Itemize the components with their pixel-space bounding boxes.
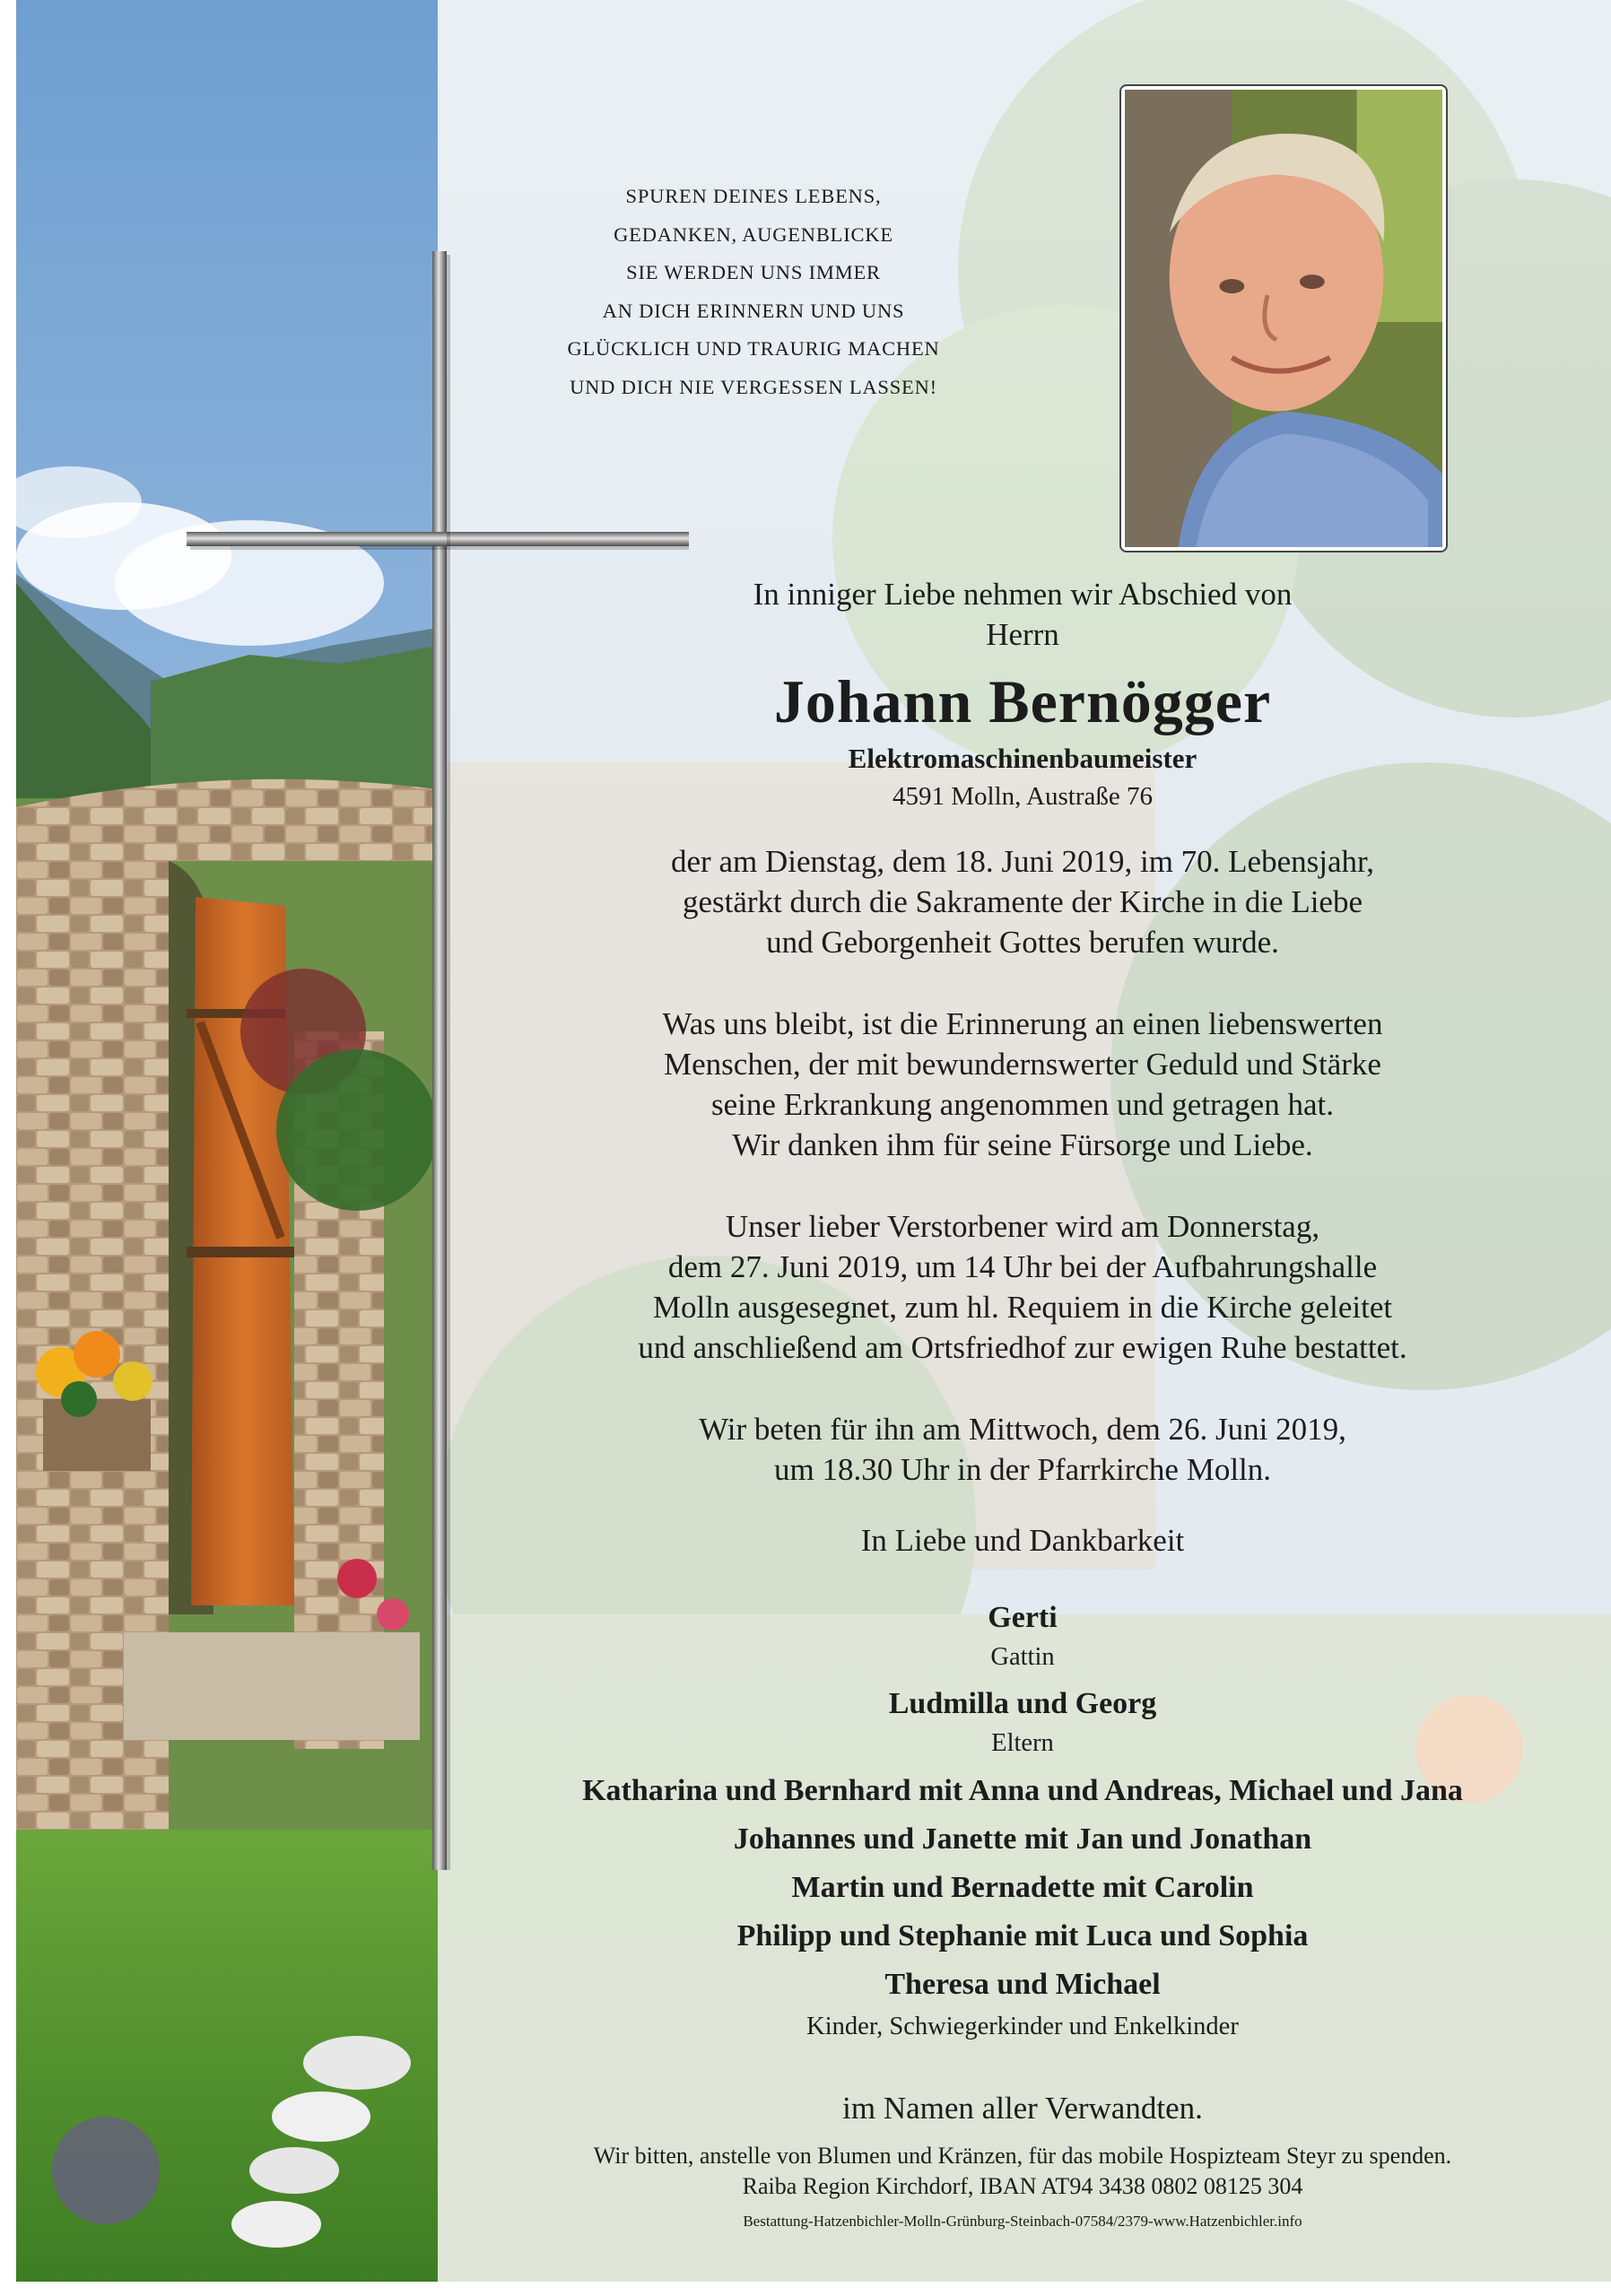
children-role: Kinder, Schwiegerkinder und Enkelkinder	[806, 2013, 1239, 2040]
funeral-line: Unser lieber Verstorbener wird am Donnerstag,	[725, 1209, 1320, 1244]
poem-line: SIE WERDEN UNS IMMER	[626, 261, 881, 283]
child-family-line: Theresa und Michael	[884, 1968, 1161, 2001]
parents-name: Ludmilla und Georg	[888, 1687, 1157, 1720]
child-family-line: Johannes und Janette mit Jan und Jonathan	[733, 1822, 1312, 1856]
intro-salutation: Herrn	[986, 617, 1059, 652]
relatives-line: im Namen aller Verwandten.	[842, 2091, 1203, 2126]
child-family-line: Martin und Bernadette mit Carolin	[791, 1871, 1254, 1904]
funeral-line: dem 27. Juni 2019, um 14 Uhr bei der Aufbahrungshalle	[667, 1249, 1378, 1284]
deceased-profession: Elektromaschinenbaumeister	[848, 743, 1197, 774]
child-family-line: Philipp und Stephanie mit Luca und Sophia	[736, 1919, 1309, 1952]
funeral-line: und anschließend am Ortsfriedhof zur ewigen Ruhe bestattet.	[638, 1330, 1407, 1365]
death-notice-line: der am Dienstag, dem 18. Juni 2019, im 70. Lebensjahr,	[671, 844, 1374, 879]
donation-request: Wir bitten, anstelle von Blumen und Kränzen, für das mobile Hospizteam Steyr zu spenden.	[593, 2143, 1452, 2169]
poem-block	[502, 178, 1005, 406]
poem-line: GLÜCKLICH UND TRAURIG MACHEN	[567, 337, 940, 360]
child-family-line: Katharina und Bernhard mit Anna und Andreas, Michael und Jana	[582, 1774, 1463, 1807]
deceased-name: Johann Bernögger	[773, 667, 1272, 735]
spouse-role: Gattin	[990, 1643, 1055, 1671]
poem-line: GEDANKEN, AUGENBLICKE	[614, 222, 893, 246]
deceased-address: 4591 Molln, Austraße 76	[893, 782, 1153, 811]
obituary-text	[502, 574, 1543, 2232]
poem-line: SPUREN DEINES LEBENS,	[625, 185, 882, 207]
spouse-name: Gerti	[988, 1601, 1058, 1634]
death-notice-line: und Geborgenheit Gottes berufen wurde.	[766, 925, 1279, 960]
funeral-line: Molln ausgesegnet, zum hl. Requiem in die Kirche geleitet	[652, 1290, 1393, 1325]
prayer-line: Wir beten für ihn am Mittwoch, dem 26. Juni 2019,	[699, 1412, 1346, 1447]
remembrance-line: Menschen, der mit bewundernswerter Geduld und Stärke	[664, 1047, 1381, 1082]
parents-role: Eltern	[991, 1729, 1054, 1757]
sign-off: In Liebe und Dankbarkeit	[860, 1523, 1185, 1558]
poem-line: UND DICH NIE VERGESSEN LASSEN!	[570, 375, 937, 398]
portrait-photo	[1119, 84, 1448, 552]
remembrance-line: seine Erkrankung angenommen und getragen hat.	[711, 1087, 1334, 1122]
intro-line: In inniger Liebe nehmen wir Abschied von	[753, 577, 1293, 612]
poem-line: AN DICH ERINNERN UND UNS	[602, 299, 905, 322]
remembrance-line: Was uns bleibt, ist die Erinnerung an einen liebenswerten	[662, 1006, 1383, 1041]
death-notice-line: gestärkt durch die Sakramente der Kirche in die Liebe	[682, 884, 1363, 919]
prayer-line: um 18.30 Uhr in der Pfarrkirche Molln.	[773, 1452, 1272, 1487]
remembrance-line: Wir danken ihm für seine Fürsorge und Liebe.	[732, 1127, 1313, 1162]
imprint: Bestattung-Hatzenbichler-Molln-Grünburg-Steinbach-07584/2379-www.Hatzenbichler.info	[743, 2213, 1302, 2230]
bank-details: Raiba Region Kirchdorf, IBAN AT94 3438 0802 08125 304	[742, 2173, 1303, 2199]
